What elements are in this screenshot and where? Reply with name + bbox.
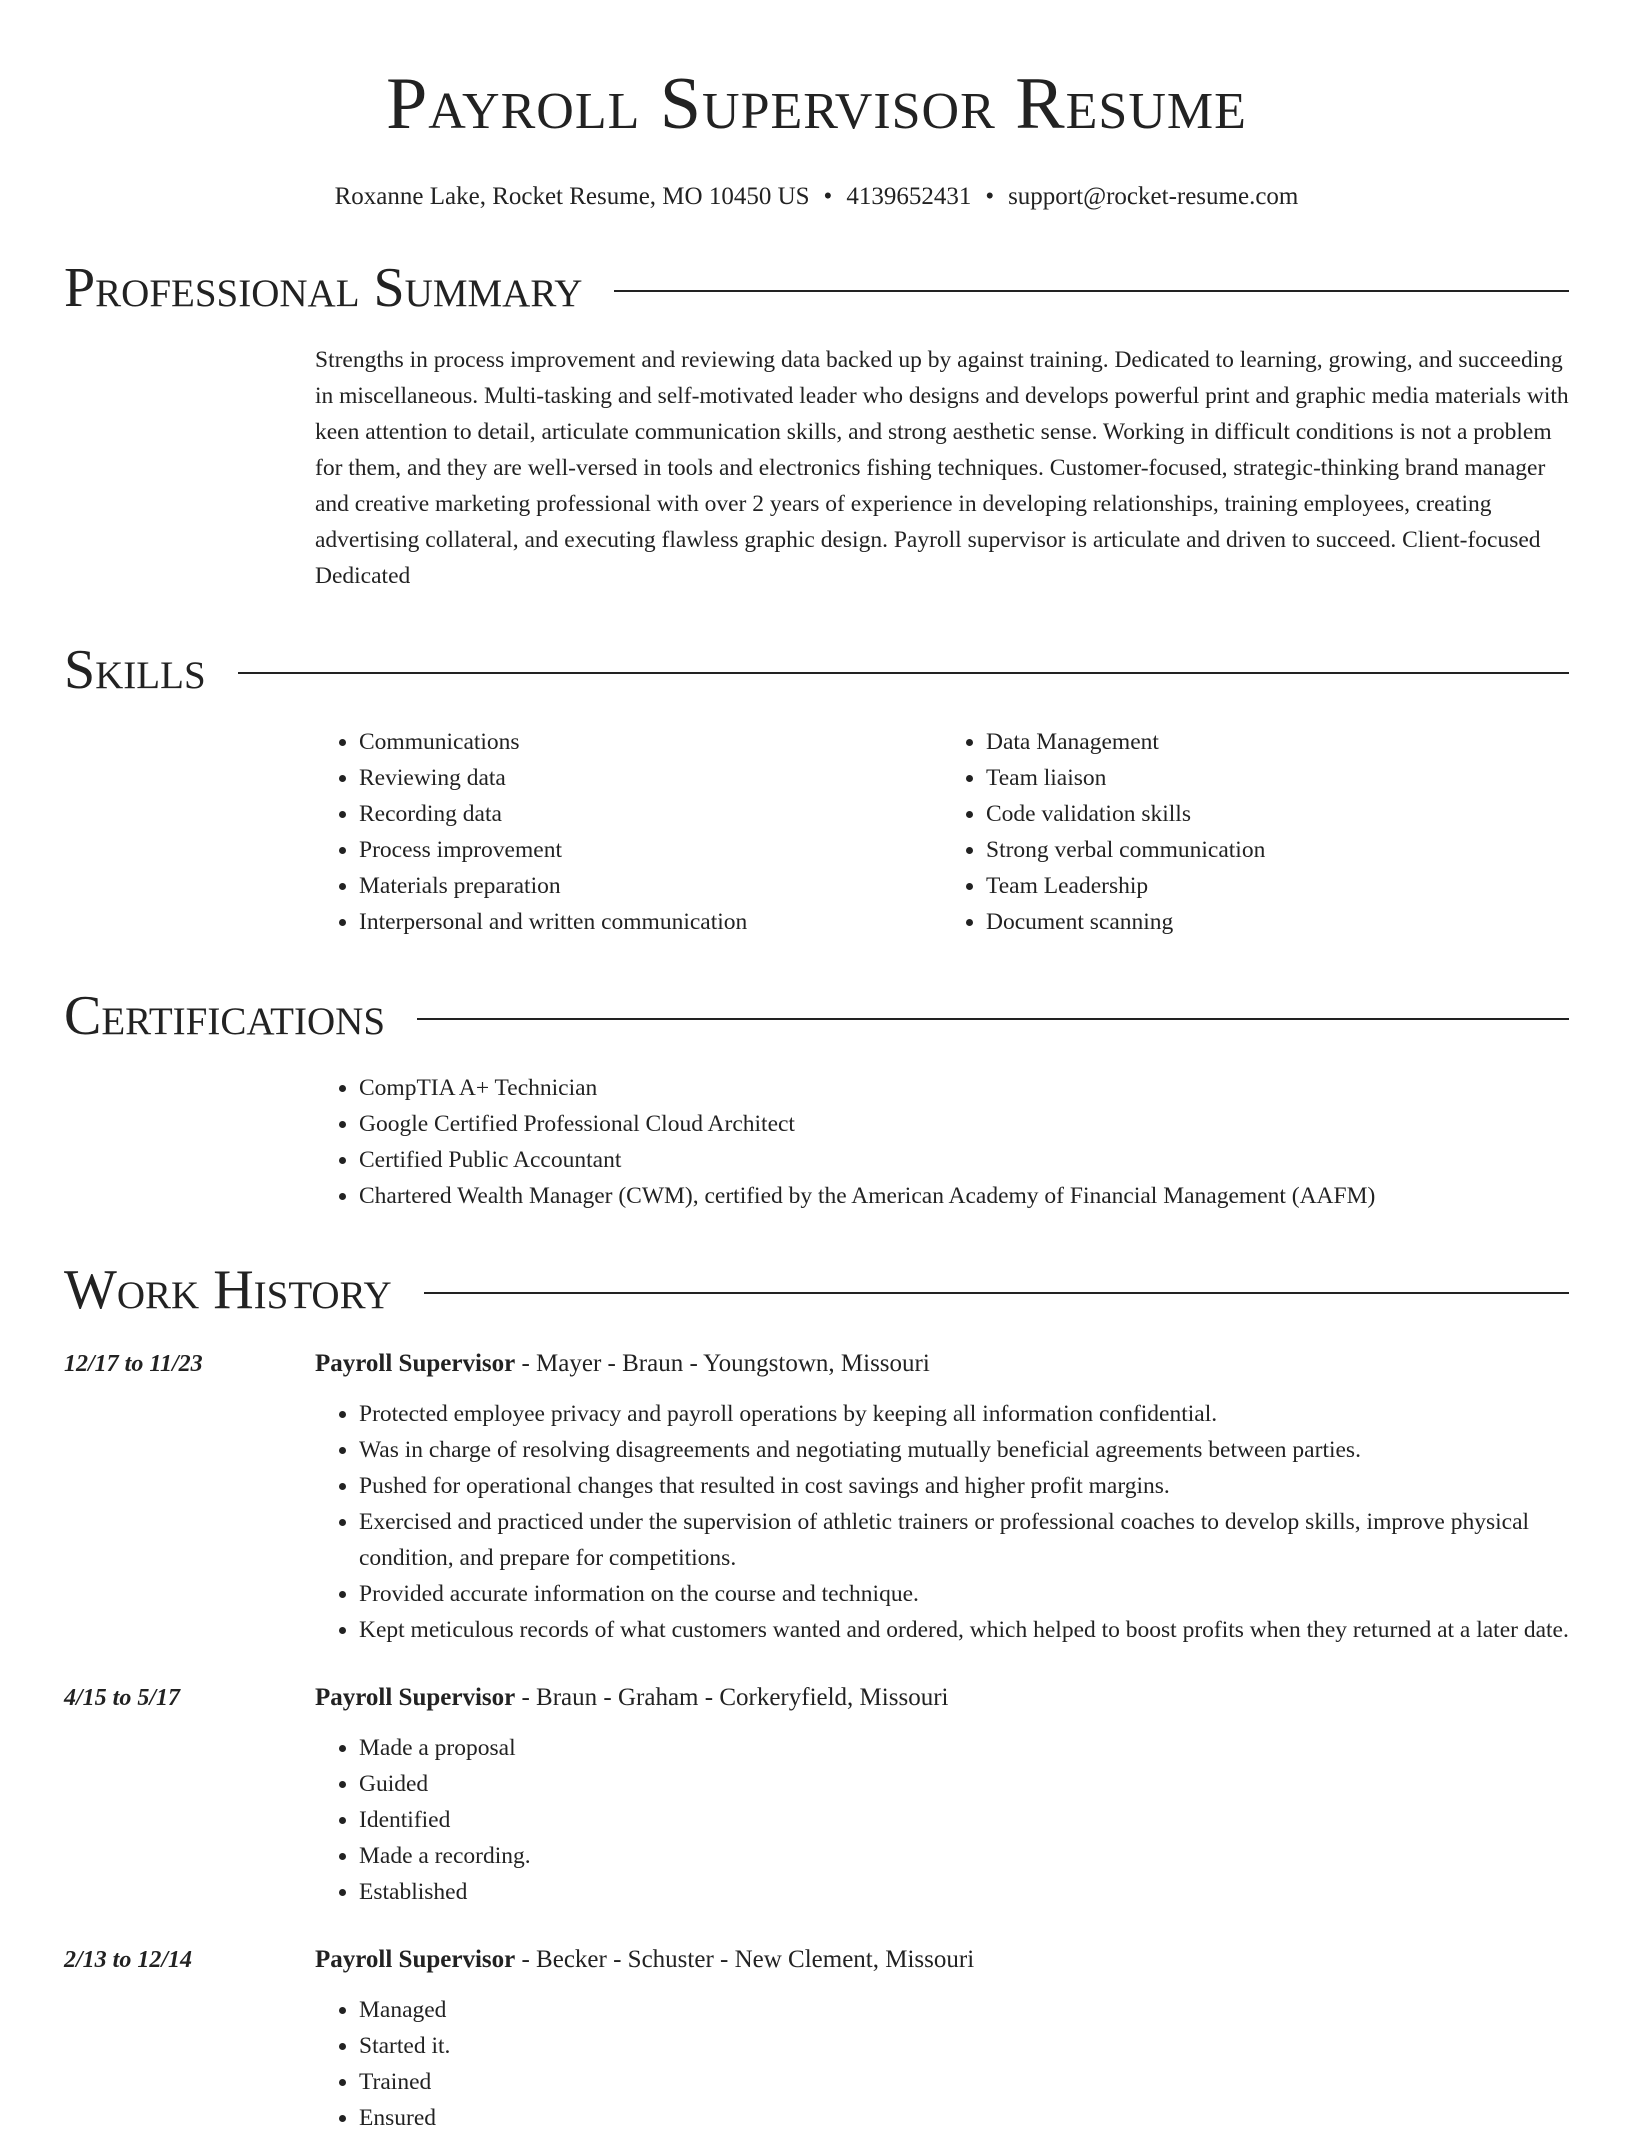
job-bullet: • Exercised and practiced under the supervision of athletic trainers or professional coaches to develop skills, improve physical condition, and prepare for competitions.	[359, 1504, 1569, 1576]
section-divider	[238, 672, 1569, 674]
job-bullet: • Started it.	[359, 2028, 1569, 2064]
job-bullet: • Made a proposal	[359, 1730, 1569, 1766]
job-title-line	[315, 1680, 1569, 1716]
certification-item: • CompTIA A+ Technician	[359, 1070, 1569, 1106]
summary-section-header	[64, 256, 1569, 320]
contact-address: Roxanne Lake, Rocket Resume, MO 10450 US	[334, 183, 810, 210]
job-employer: - Becker - Schuster - New Clement, Missouri	[515, 1946, 975, 1973]
skill-item: • Process improvement	[359, 832, 942, 868]
skill-item: • Recording data	[359, 796, 942, 832]
job-entry	[64, 1346, 1569, 1648]
job-bullet: • Established	[359, 1874, 1569, 1910]
skill-item: • Communications	[359, 724, 942, 760]
job-title-line	[315, 1346, 1569, 1382]
job-entry	[64, 1680, 1569, 1910]
skill-item: • Interpersonal and written communication	[359, 904, 942, 940]
job-title-line	[315, 1942, 1569, 1978]
certification-item: • Google Certified Professional Cloud Architect	[359, 1106, 1569, 1142]
job-bullets	[315, 1396, 1569, 1648]
summary-heading: Professional Summary	[64, 257, 583, 319]
job-bullet: • Made a recording.	[359, 1838, 1569, 1874]
contact-phone: 4139652431	[846, 183, 972, 210]
skill-item: • Document scanning	[986, 904, 1569, 940]
job-dates: 2/13 to 12/14	[64, 1947, 193, 1973]
work-history-heading: Work History	[64, 1259, 392, 1321]
skill-item: • Reviewing data	[359, 760, 942, 796]
job-body	[315, 1680, 1569, 1910]
certification-item: • Chartered Wealth Manager (CWM), certified by the American Academy of Financial Management (AAFM)	[359, 1178, 1569, 1214]
job-bullet: • Guided	[359, 1766, 1569, 1802]
job-bullets	[315, 1730, 1569, 1910]
contact-line	[64, 182, 1569, 212]
job-employer: - Braun - Graham - Corkeryfield, Missouri	[515, 1684, 949, 1711]
job-body	[315, 1346, 1569, 1648]
certifications-section-header	[64, 984, 1569, 1048]
resume-title: Payroll Supervisor Resume	[386, 63, 1247, 145]
contact-email[interactable]: support@rocket-resume.com	[1008, 183, 1299, 210]
skill-item: • Materials preparation	[359, 868, 942, 904]
job-bullet: • Ensured	[359, 2100, 1569, 2136]
summary-text: Strengths in process improvement and reviewing data backed up by against training. Dedicated to learning, growing, and succeeding in miscellaneous. Multi-tasking and self-motivated leader who designs and develops powerful print and graphic media materials with keen attention to detail, articulate communication skills, and strong aesthetic sense. Working in difficult conditions is not a problem for them, and they are well-versed in tools and electronics fishing techniques. Customer-focused, strategic-thinking brand manager and creative marketing professional with over 2 years of experience in developing relationships, training employees, creating advertising collateral, and executing flawless graphic design. Payroll supervisor is articulate and driven to succeed. Client-focused Dedicated	[315, 347, 1569, 589]
contact-separator: •	[985, 183, 995, 210]
skills-list	[315, 724, 1569, 940]
job-bullet: • Protected employee privacy and payroll operations by keeping all information confidential.	[359, 1396, 1569, 1432]
work-history-section-header	[64, 1258, 1569, 1322]
job-body	[315, 1942, 1569, 2136]
job-bullet: • Managed	[359, 1992, 1569, 2028]
job-bullet: • Identified	[359, 1802, 1569, 1838]
skill-item: • Team Leadership	[986, 868, 1569, 904]
skill-item: • Team liaison	[986, 760, 1569, 796]
certification-item: • Certified Public Accountant	[359, 1142, 1569, 1178]
job-dates: 4/15 to 5/17	[64, 1685, 181, 1711]
job-entry	[64, 1942, 1569, 2136]
section-divider	[424, 1292, 1569, 1294]
certifications-heading: Certifications	[64, 985, 386, 1047]
skill-item: • Data Management	[986, 724, 1569, 760]
skills-heading: Skills	[64, 639, 206, 701]
skills-section-header	[64, 638, 1569, 702]
skill-item: • Code validation skills	[986, 796, 1569, 832]
section-divider	[614, 290, 1569, 292]
job-bullet: • Provided accurate information on the course and technique.	[359, 1576, 1569, 1612]
job-title: Payroll Supervisor	[315, 1946, 516, 1973]
skill-item: • Strong verbal communication	[986, 832, 1569, 868]
job-title: Payroll Supervisor	[315, 1684, 516, 1711]
skills-column-right	[942, 724, 1569, 940]
job-bullets	[315, 1992, 1569, 2136]
job-bullet: • Was in charge of resolving disagreements and negotiating mutually beneficial agreements between parties.	[359, 1432, 1569, 1468]
job-employer: - Mayer - Braun - Youngstown, Missouri	[515, 1350, 930, 1377]
job-bullet: • Trained	[359, 2064, 1569, 2100]
contact-separator: •	[823, 183, 833, 210]
job-title: Payroll Supervisor	[315, 1350, 516, 1377]
job-dates: 12/17 to 11/23	[64, 1351, 203, 1377]
certifications-list	[315, 1070, 1569, 1214]
section-divider	[417, 1018, 1569, 1020]
skills-column-left	[315, 724, 942, 940]
job-bullet: • Kept meticulous records of what customers wanted and ordered, which helped to boost profits when they returned at a later date.	[359, 1612, 1569, 1648]
job-bullet: • Pushed for operational changes that resulted in cost savings and higher profit margins.	[359, 1468, 1569, 1504]
resume-page	[64, 0, 1569, 2136]
